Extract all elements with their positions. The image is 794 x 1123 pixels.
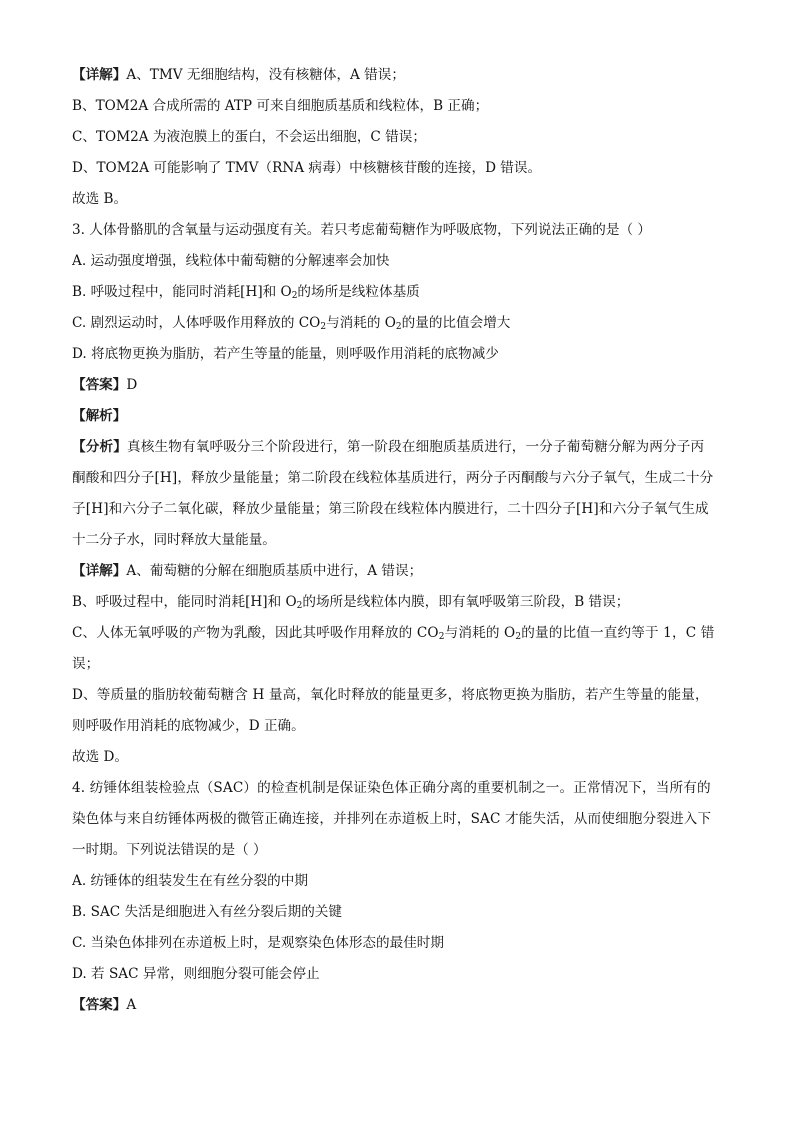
q4-answer-value: A xyxy=(126,997,137,1013)
q3-option-c: C. 剧烈运动时，人体呼吸作用释放的 $CO_2$与消耗的 $O_2$的量的比值会增大 xyxy=(72,315,511,332)
q3-analysis-line-3: 子[H]和六分子二氧化碳，释放少量能量；第三阶段在线粒体内膜进行，二十四分子[H]和六分子氧气生成 xyxy=(72,501,709,517)
detail-tag: 【详解】 xyxy=(72,563,127,579)
q3-stem: 3. 人体骨骼肌的含氧量与运动强度有关。若只考虑葡萄糖作为呼吸底物，下列说法正确的是（ ） xyxy=(72,222,651,238)
q3-answer-value: D xyxy=(126,377,138,393)
answer-tag: 【答案】 xyxy=(72,997,127,1013)
q4-option-b: B. SAC 失活是细胞进入有丝分裂后期的关键 xyxy=(72,904,342,920)
q2-detail-line-4: D、TOM2A 可能影响了 TMV（RNA 病毒）中核糖核苷酸的连接，D 错误。 xyxy=(72,160,542,176)
q2-detail-line-3: C、TOM2A 为液泡膜上的蛋白，不会运出细胞，C 错误； xyxy=(72,129,426,145)
q3-answer xyxy=(72,374,724,396)
analysis-tag: 【解析】 xyxy=(72,408,127,424)
q3-option-b: B. 呼吸过程中，能同时消耗[H]和 $O_2$的场所是线粒体基质 xyxy=(72,284,420,301)
q4-stem-line-3: 一时期。下列说法错误的是（ ） xyxy=(72,842,267,858)
q4-option-c: C. 当染色体排列在赤道板上时，是观察染色体形态的最佳时期 xyxy=(72,935,444,951)
q3-detail-line-3: C、人体无氧呼吸的产物为乳酸，因此其呼吸作用释放的 $CO_2$与消耗的 $O_2$的量的比值一直约等于 1，C 错 xyxy=(72,625,715,642)
q3-detail-line-4: 误； xyxy=(72,656,100,672)
q3-detail-line-1: 【详解】A、葡萄糖的分解在细胞质基质中进行，A 错误； xyxy=(72,563,423,579)
q4-stem-line-1: 4. 纺锤体组装检验点（SAC）的检查机制是保证染色体正确分离的重要机制之一。正常情况下，当所有的 xyxy=(72,780,711,796)
analysis-sub-tag: 【分析】 xyxy=(72,439,127,455)
q2-detail-line-2: B、TOM2A 合成所需的 ATP 可来自细胞质基质和线粒体，B 正确； xyxy=(72,98,489,114)
q3-option-a: A. 运动强度增强，线粒体中葡萄糖的分解速率会加快 xyxy=(72,253,390,269)
q4-answer xyxy=(72,994,724,1016)
detail-tag: 【详解】 xyxy=(72,67,127,83)
q4-option-d: D. 若 SAC 异常，则细胞分裂可能会停止 xyxy=(72,966,320,982)
q3-option-d: D. 将底物更换为脂肪，若产生等量的能量，则呼吸作用消耗的底物减少 xyxy=(72,346,499,362)
q3-detail-line-5: D、等质量的脂肪较葡萄糖含 H 量高，氧化时释放的能量更多，将底物更换为脂肪，若产生等量的能量， xyxy=(72,687,709,703)
q3-analysis-line-4: 十二分子水，同时释放大量能量。 xyxy=(72,532,276,548)
q3-conclusion: 故选 D。 xyxy=(72,749,129,765)
q4-option-a: A. 纺锤体的组装发生在有丝分裂的中期 xyxy=(72,873,308,889)
q3-detail-line-6: 则呼吸作用消耗的底物减少，D 正确。 xyxy=(72,718,305,734)
q3-detail-line-2: B、呼吸过程中，能同时消耗[H]和 $O_2$的场所是线粒体内膜，即有氧呼吸第三阶段，B 错误； xyxy=(72,594,630,611)
q2-conclusion: 故选 B。 xyxy=(72,191,128,207)
answer-tag: 【答案】 xyxy=(72,377,127,393)
q3-analysis-line-1: 【分析】真核生物有氧呼吸分三个阶段进行，第一阶段在细胞质基质进行，一分子葡萄糖分解为两分子丙 xyxy=(72,439,705,455)
q2-detail-line-1: 【详解】A、TMV 无细胞结构，没有核糖体，A 错误； xyxy=(72,67,405,83)
q3-analysis-line-2: 酮酸和四分子[H]，释放少量能量；第二阶段在线粒体基质进行，两分子丙酮酸与六分子氧气，生成二十分 xyxy=(72,470,714,486)
q4-stem-line-2: 染色体与来自纺锤体两极的微管正确连接，并排列在赤道板上时，SAC 才能失活，从而使细胞分裂进入下 xyxy=(72,811,712,827)
q3-analysis-heading xyxy=(72,405,724,427)
